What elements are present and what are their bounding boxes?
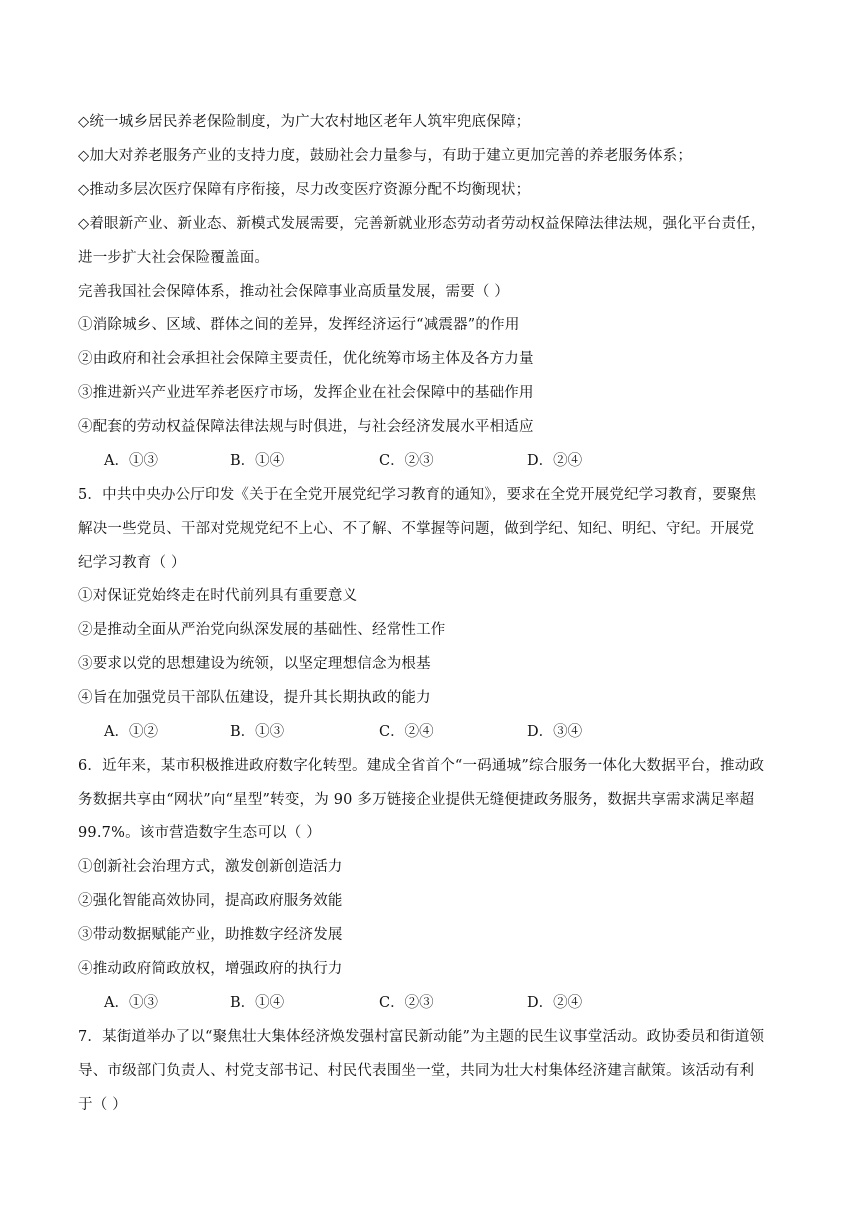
- q6-option-a: A．①③: [104, 995, 158, 1011]
- intro-point-4: ◇着眼新产业、新业态、新模式发展需要，完善新就业形态劳动者劳动权益保障法律法规，强化平台责任，: [78, 216, 766, 232]
- q6-item-4: ④推动政府简政放权，增强政府的执行力: [78, 961, 343, 977]
- intro-point-2: ◇加大对养老服务产业的支持力度，鼓励社会力量参与，有助于建立更加完善的养老服务体系；: [78, 148, 693, 164]
- q7-stem-line-3: 于（ ）: [78, 1097, 127, 1113]
- q5-item-1: ①对保证党始终走在时代前列具有重要意义: [78, 588, 358, 604]
- q6-stem-line-1: 6．近年来，某市积极推进政府数字化转型。建成全省首个“一码通城”综合服务一体化大数据平台，推动政: [78, 758, 765, 774]
- q4-option-b: B．①④: [230, 453, 285, 469]
- q5-option-d: D．③④: [527, 724, 583, 740]
- q6-option-b: B．①④: [230, 995, 285, 1011]
- q6-item-1: ①创新社会治理方式，激发创新创造活力: [78, 859, 343, 875]
- q5-item-3: ③要求以党的思想建设为统领，以坚定理想信念为根基: [78, 656, 431, 672]
- q6-option-d: D．②④: [527, 995, 583, 1011]
- q4-item-2: ②由政府和社会承担社会保障主要责任，优化统筹市场主体及各方力量: [78, 351, 534, 367]
- q5-stem-line-3: 纪学习教育（ ）: [78, 555, 186, 571]
- q6-option-c: C．②③: [379, 995, 434, 1011]
- q5-item-2: ②是推动全面从严治党向纵深发展的基础性、经常性工作: [78, 622, 446, 638]
- intro-point-1: ◇统一城乡居民养老保险制度，为广大农村地区老年人筑牢兜底保障；: [78, 114, 531, 130]
- q5-stem-line-1: 5．中共中央办公厅印发《关于在全党开展党纪学习教育的通知》，要求在全党开展党纪学习教育，要聚焦: [78, 487, 757, 503]
- q7-stem-line-1: 7．某街道举办了以“聚焦壮大集体经济焕发强村富民新动能”为主题的民生议事堂活动。政协委员和街道领: [78, 1029, 765, 1045]
- q6-item-2: ②强化智能高效协同，提高政府服务效能: [78, 893, 343, 909]
- q6-stem-line-3: 99.7%。该市营造数字生态可以（ ）: [78, 825, 321, 841]
- q5-option-b: B．①③: [230, 724, 285, 740]
- q6-item-3: ③带动数据赋能产业，助推数字经济发展: [78, 927, 343, 943]
- q6-stem-line-2: 务数据共享由“网状”向“星型”转变，为 90 多万链接企业提供无缝便捷政务服务，数据共享需求满足率超: [78, 792, 755, 808]
- q4-item-3: ③推进新兴产业进军养老医疗市场，发挥企业在社会保障中的基础作用: [78, 385, 534, 401]
- intro-point-4-cont: 进一步扩大社会保险覆盖面。: [78, 250, 270, 266]
- q4-item-4: ④配套的劳动权益保障法律法规与时俱进，与社会经济发展水平相适应: [78, 419, 534, 435]
- q4-option-a: A．①③: [104, 453, 158, 469]
- q4-item-1: ①消除城乡、区域、群体之间的差异，发挥经济运行“减震器”的作用: [78, 317, 520, 333]
- q5-option-c: C．②④: [379, 724, 434, 740]
- q5-stem-line-2: 解决一些党员、干部对党规党纪不上心、不了解、不掌握等问题，做到学纪、知纪、明纪、守纪。开展党: [78, 521, 755, 537]
- q4-option-c: C．②③: [379, 453, 434, 469]
- q5-option-a: A．①②: [104, 724, 158, 740]
- q5-item-4: ④旨在加强党员干部队伍建设，提升其长期执政的能力: [78, 690, 431, 706]
- q4-option-d: D．②④: [527, 453, 583, 469]
- q7-stem-line-2: 导、市级部门负责人、村党支部书记、村民代表围坐一堂，共同为壮大村集体经济建言献策。该活动有利: [78, 1063, 755, 1079]
- q4-stem: 完善我国社会保障体系，推动社会保障事业高质量发展，需要（ ）: [78, 284, 510, 300]
- intro-point-3: ◇推动多层次医疗保障有序衔接，尽力改变医疗资源分配不均衡现状；: [78, 182, 531, 198]
